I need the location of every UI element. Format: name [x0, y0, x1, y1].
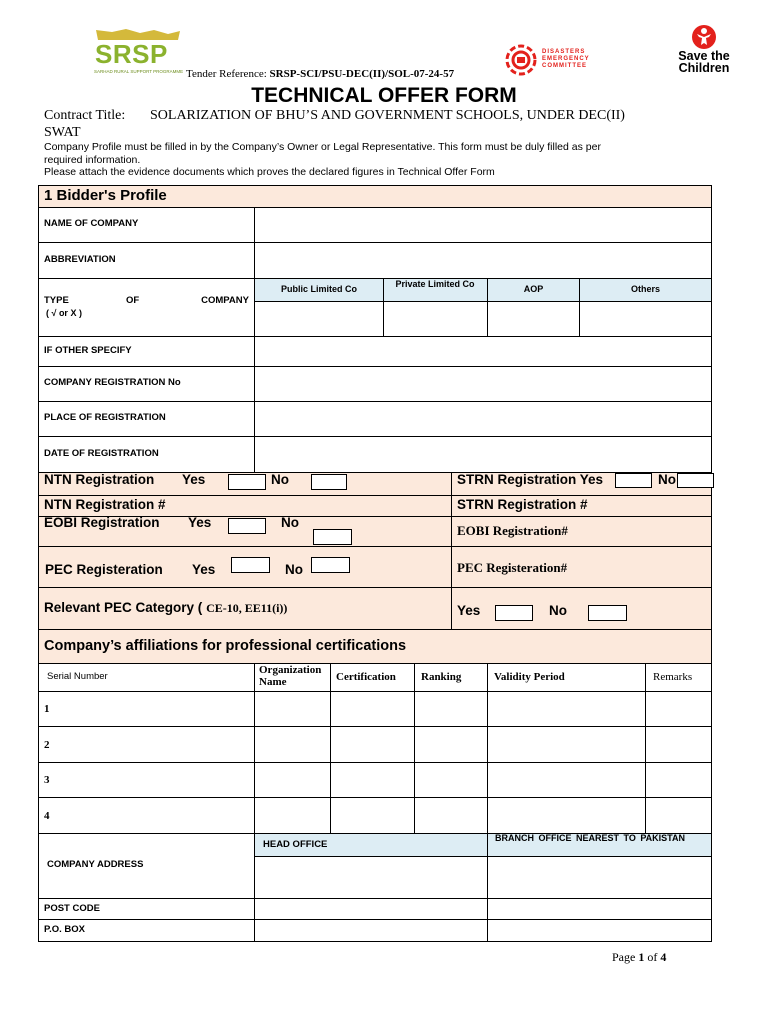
strn-number-label: STRN Registration # — [457, 497, 588, 512]
strn-yes-checkbox[interactable] — [615, 473, 652, 488]
col-serial-number: Serial Number — [47, 671, 108, 682]
of-word: OF — [126, 295, 140, 306]
pec-no-label: No — [285, 562, 303, 577]
name-of-company-label: NAME OF COMPANY — [44, 218, 139, 229]
page-word: Page — [612, 950, 636, 964]
if-other-specify-label: IF OTHER SPECIFY — [44, 345, 132, 356]
ntn-no-label: No — [271, 472, 289, 487]
contract-title-value-line2: SWAT — [44, 125, 81, 140]
place-of-registration-label: PLACE OF REGISTRATION — [44, 412, 166, 423]
head-office-label: HEAD OFFICE — [263, 839, 328, 850]
col-remarks: Remarks — [653, 671, 693, 683]
registration-number-input[interactable] — [255, 367, 711, 401]
type-of-company-label — [44, 295, 249, 319]
page-of: of — [647, 950, 658, 964]
table-row-2-serial: 2 — [44, 739, 50, 751]
head-office-input[interactable] — [255, 857, 487, 898]
po-box-label: P.O. BOX — [44, 924, 86, 935]
affiliations-heading: Company’s affiliations for professional certifications — [44, 638, 407, 654]
table-row-3-serial: 3 — [44, 774, 50, 786]
if-other-specify-input[interactable] — [255, 337, 711, 366]
eobi-no-checkbox[interactable] — [313, 529, 352, 545]
pec-category-no-checkbox[interactable] — [588, 605, 627, 621]
pec-category-yes-label: Yes — [457, 603, 481, 618]
ntn-number-label: NTN Registration # — [44, 497, 166, 512]
pec-yes-label: Yes — [192, 562, 216, 577]
private-limited-checkbox-cell[interactable] — [384, 302, 487, 336]
srsp-logo-subtext: SARHAD RURAL SUPPORT PROGRAMME — [94, 69, 184, 74]
branch-office-input[interactable] — [488, 857, 711, 898]
type-option-private-limited: Private Limited Co — [395, 279, 475, 289]
registration-number-label: COMPANY REGISTRATION No — [44, 377, 181, 388]
pec-registration-label: PEC Registeration — [45, 562, 163, 577]
type-option-others: Others — [630, 284, 660, 294]
pec-category-label-text: Relevant PEC Category ( — [44, 600, 203, 615]
col-ranking: Ranking — [421, 671, 462, 683]
type-option-aop: AOP — [523, 284, 544, 294]
type-word: TYPE — [44, 295, 69, 306]
date-of-registration-input[interactable] — [255, 437, 711, 472]
col-validity-period: Validity Period — [494, 671, 565, 683]
others-checkbox-cell[interactable] — [580, 302, 711, 336]
dec-logo-text: DISASTERS EMERGENCY COMMITTEE — [542, 49, 590, 69]
pec-no-checkbox[interactable] — [311, 557, 350, 573]
save-the-children-line1: Save the — [678, 49, 730, 63]
pec-number-label: PEC Registeration# — [457, 560, 568, 575]
pec-category-no-label: No — [549, 603, 567, 618]
col-organization-name: Organization Name — [259, 664, 322, 688]
name-of-company-input[interactable] — [255, 208, 711, 242]
table-row[interactable] — [255, 692, 711, 726]
company-address-label: COMPANY ADDRESS — [47, 859, 144, 870]
page-number — [612, 950, 666, 964]
abbreviation-input[interactable] — [255, 243, 711, 278]
page-total: 4 — [660, 950, 667, 964]
type-option-public-limited: Public Limited Co — [280, 284, 357, 294]
save-the-children-line2: Children — [678, 61, 730, 75]
ntn-yes-label: Yes — [182, 472, 206, 487]
ntn-registration-label: NTN Registration — [44, 472, 155, 487]
table-row-4-serial: 4 — [44, 810, 50, 822]
table-row[interactable] — [255, 727, 711, 762]
table-row[interactable] — [255, 763, 711, 797]
eobi-yes-checkbox[interactable] — [228, 518, 266, 534]
srsp-logo-text: SRSP — [95, 39, 168, 69]
strn-registration-label: STRN Registration Yes — [457, 472, 604, 487]
page-current: 1 — [638, 950, 645, 964]
abbreviation-label: ABBREVIATION — [44, 254, 116, 265]
table-row-1-serial: 1 — [44, 703, 50, 715]
pec-category-value: CE-10, EE11(i)) — [206, 601, 288, 615]
section-heading: 1 Bidder's Profile — [44, 187, 167, 204]
instruction-line-2: required information. — [44, 153, 141, 166]
instruction-line-1: Company Profile must be filled in by the Company’s Owner or Legal Representative. This form must be duly filled as per — [44, 141, 601, 153]
branch-office-label: BRANCH OFFICE NEAREST TO PAKISTAN — [495, 833, 686, 843]
eobi-yes-label: Yes — [188, 515, 212, 530]
public-limited-checkbox-cell[interactable] — [255, 302, 383, 336]
place-of-registration-input[interactable] — [255, 402, 711, 436]
post-code-input[interactable] — [255, 899, 711, 919]
pec-yes-checkbox[interactable] — [231, 557, 270, 573]
table-row[interactable] — [255, 798, 711, 833]
aop-checkbox-cell[interactable] — [488, 302, 579, 336]
eobi-registration-label: EOBI Registration — [44, 515, 160, 530]
type-mark-hint: ( √ or X ) — [46, 308, 82, 318]
contract-title-label: Contract Title: — [44, 108, 126, 123]
strn-no-checkbox[interactable] — [677, 473, 714, 488]
tender-reference-value: SRSP-SCI/PSU-DEC(II)/SOL-07-24-57 — [269, 68, 455, 80]
col-certification: Certification — [336, 671, 396, 683]
ntn-no-checkbox[interactable] — [311, 474, 347, 490]
date-of-registration-label: DATE OF REGISTRATION — [44, 448, 159, 459]
pec-category-yes-checkbox[interactable] — [495, 605, 533, 621]
eobi-number-label: EOBI Registration# — [457, 523, 568, 538]
strn-no-label: No — [658, 472, 676, 487]
ntn-yes-checkbox[interactable] — [228, 474, 266, 490]
page-title: TECHNICAL OFFER FORM — [251, 84, 517, 107]
pec-category-label — [44, 600, 287, 616]
eobi-no-label: No — [281, 515, 299, 530]
po-box-input[interactable] — [255, 920, 711, 941]
instruction-line-3: Please attach the evidence documents which proves the declared figures in Technical Offer Form — [44, 166, 495, 178]
company-word: COMPANY — [201, 295, 249, 306]
post-code-label: POST CODE — [44, 903, 100, 914]
contract-title-value: SOLARIZATION OF BHU’S AND GOVERNMENT SCHOOLS, UNDER DEC(II) — [150, 108, 625, 123]
tender-reference-label: Tender Reference: — [186, 68, 267, 80]
